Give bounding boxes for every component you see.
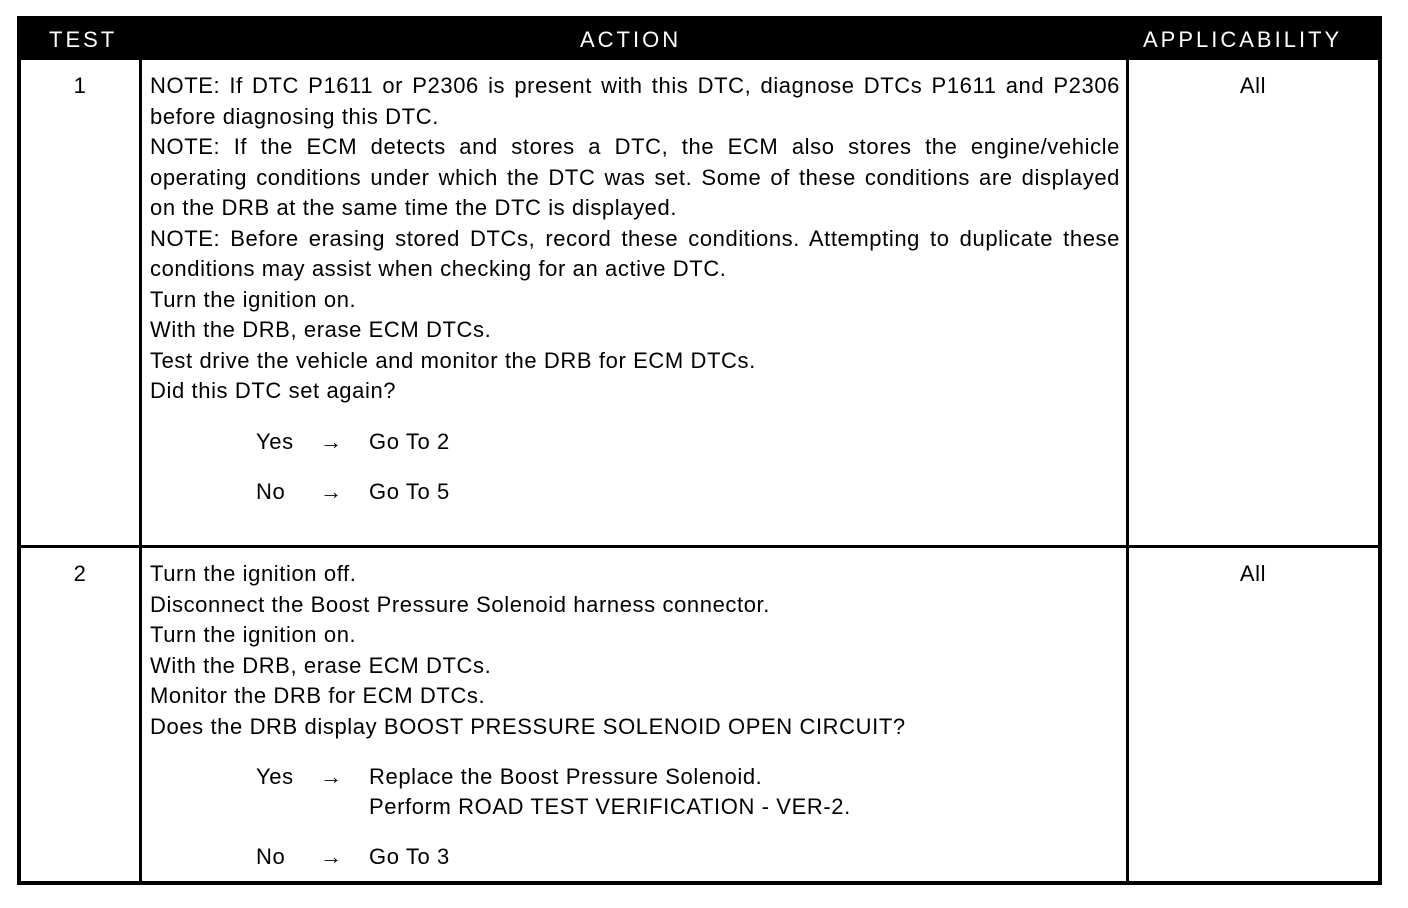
choice-label: No [256, 844, 286, 869]
action-line: Turn the ignition off. [150, 561, 357, 586]
diagnostic-table [17, 16, 1382, 885]
column-divider [139, 60, 142, 881]
choice-text: Go To 5 [369, 478, 450, 504]
choice-label: No [256, 478, 286, 504]
action-line: Monitor the DRB for ECM DTCs. [150, 683, 486, 708]
test-number: 1 [73, 73, 87, 98]
applicability-value: All [1239, 561, 1267, 586]
action-cell [150, 559, 1120, 872]
choice-text: Perform ROAD TEST VERIFICATION - VER-2. [369, 794, 851, 819]
choice-text: Replace the Boost Pressure Solenoid. [369, 764, 763, 789]
arrow-icon: → [320, 844, 343, 869]
applicability-value: All [1239, 73, 1267, 98]
action-line: NOTE: If DTC P1611 or P2306 is present with this DTC, diagnose DTCs P1611 and P2306 before diagnosing this DTC. [150, 73, 1120, 129]
choice-label: Yes [256, 764, 294, 789]
action-line: Turn the ignition on. [150, 622, 357, 647]
action-line: NOTE: Before erasing stored DTCs, record these conditions. Attempting to duplicate these conditions may assist when checking for an active DTC. [150, 225, 1120, 281]
action-line: With the DRB, erase ECM DTCs. [150, 652, 492, 678]
action-line: Did this DTC set again? [150, 378, 397, 403]
action-line: NOTE: If the ECM detects and stores a DTC, the ECM also stores the engine/vehicle operating conditions under which the DTC was set. Some of these conditions are displayed on the DRB at the same time the DTC is displayed. [150, 134, 1120, 220]
test-number: 2 [73, 561, 87, 586]
header-action: ACTION [580, 27, 682, 52]
action-line: With the DRB, erase ECM DTCs. [150, 317, 492, 342]
choice-label: Yes [256, 428, 294, 454]
choice-no [150, 842, 1120, 872]
action-line: Does the DRB display BOOST PRESSURE SOLENOID OPEN CIRCUIT? [150, 713, 906, 739]
row-divider [21, 545, 1378, 548]
arrow-icon: → [320, 428, 343, 454]
choice-text: Go To 2 [369, 428, 450, 454]
action-line: Test drive the vehicle and monitor the DRB for ECM DTCs. [150, 347, 756, 373]
action-cell [150, 71, 1120, 507]
choice-no [150, 477, 1120, 507]
header-test: TEST [49, 27, 118, 52]
column-divider [1126, 60, 1129, 881]
arrow-icon: → [320, 764, 343, 789]
choice-yes [150, 427, 1120, 457]
choice-yes-continued [150, 792, 1120, 822]
action-line: Disconnect the Boost Pressure Solenoid harness connector. [150, 591, 770, 617]
action-line: Turn the ignition on. [150, 286, 357, 312]
table-header [21, 20, 1378, 60]
arrow-icon: → [320, 478, 343, 504]
choice-text: Go To 3 [369, 844, 450, 869]
choice-yes [150, 762, 1120, 792]
header-applicability: APPLICABILITY [1143, 27, 1343, 52]
